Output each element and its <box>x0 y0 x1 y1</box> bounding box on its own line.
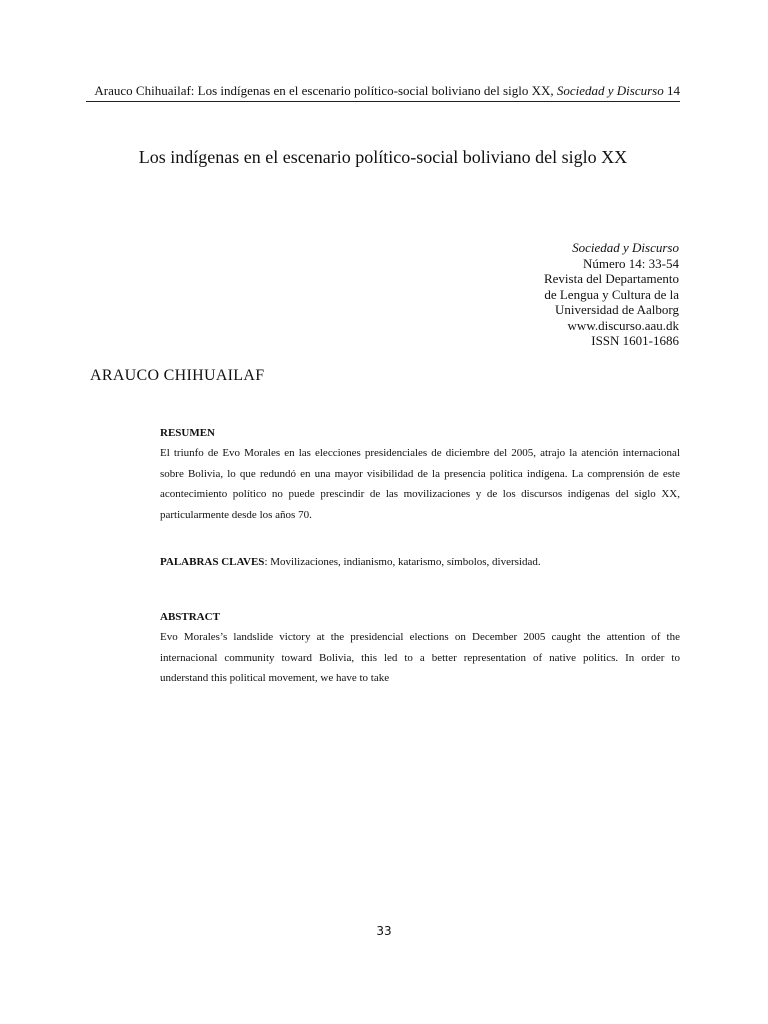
abstract-heading: ABSTRACT <box>160 611 220 623</box>
article-title: Los indígenas en el escenario político-social boliviano del siglo XX <box>138 147 628 167</box>
resumen-section <box>160 423 680 525</box>
journal-publisher-line-3: Universidad de Aalborg <box>555 302 679 317</box>
abstract-paragraph <box>160 627 680 689</box>
resumen-heading: RESUMEN <box>160 427 216 439</box>
keywords-label: PALABRAS CLAVES <box>160 556 265 568</box>
resumen-paragraph <box>160 443 680 525</box>
running-header-journal: Sociedad y Discurso <box>556 83 664 98</box>
running-header-text: Arauco Chihuailaf: Los indígenas en el escenario político-social boliviano del siglo XX, <box>94 83 557 98</box>
resumen-line: acontecimiento político no puede prescindir de las movilizaciones y de los discursos indígenas del siglo XX, <box>160 488 680 500</box>
journal-publisher-line-2: de Lengua y Cultura de la <box>544 286 679 302</box>
journal-publisher-line-1: Revista del Departamento <box>543 271 679 286</box>
resumen-line: sobre Bolivia, lo que redundó en una mayor visibilidad de la presencia política indígena. La comprensión de este <box>160 467 680 480</box>
abstract-line: understand this political movement, we have to take <box>160 672 390 684</box>
journal-name: Sociedad y Discurso <box>572 240 679 255</box>
keywords-text: : Movilizaciones, indianismo, katarismo, símbolos, diversidad. <box>264 556 541 568</box>
abstract-section <box>160 607 680 689</box>
abstract-line: Evo Morales’s landslide victory at the presidencial elections on December 2005 caught the attention of the <box>160 631 680 643</box>
journal-website: www.discurso.aau.dk <box>567 317 679 333</box>
page-number: 33 <box>376 924 392 938</box>
journal-info <box>544 240 679 349</box>
resumen-line: El triunfo de Evo Morales en las elecciones presidenciales de diciembre del 2005, atrajo la atención internacional <box>160 447 680 459</box>
resumen-line: particularmente desde los años 70. <box>160 508 312 521</box>
header-rule <box>86 101 680 102</box>
running-header-issue: 14 <box>663 83 680 98</box>
journal-number: Número 14: 33-54 <box>582 255 679 271</box>
abstract-line: internacional community toward Bolivia, this led to a better representation of native politics. In order to <box>160 651 680 664</box>
keywords-line <box>160 553 680 571</box>
author-name: ARAUCO CHIHUAILAF <box>90 367 265 384</box>
running-header <box>86 82 680 100</box>
journal-issn: ISSN 1601-1686 <box>591 333 679 348</box>
